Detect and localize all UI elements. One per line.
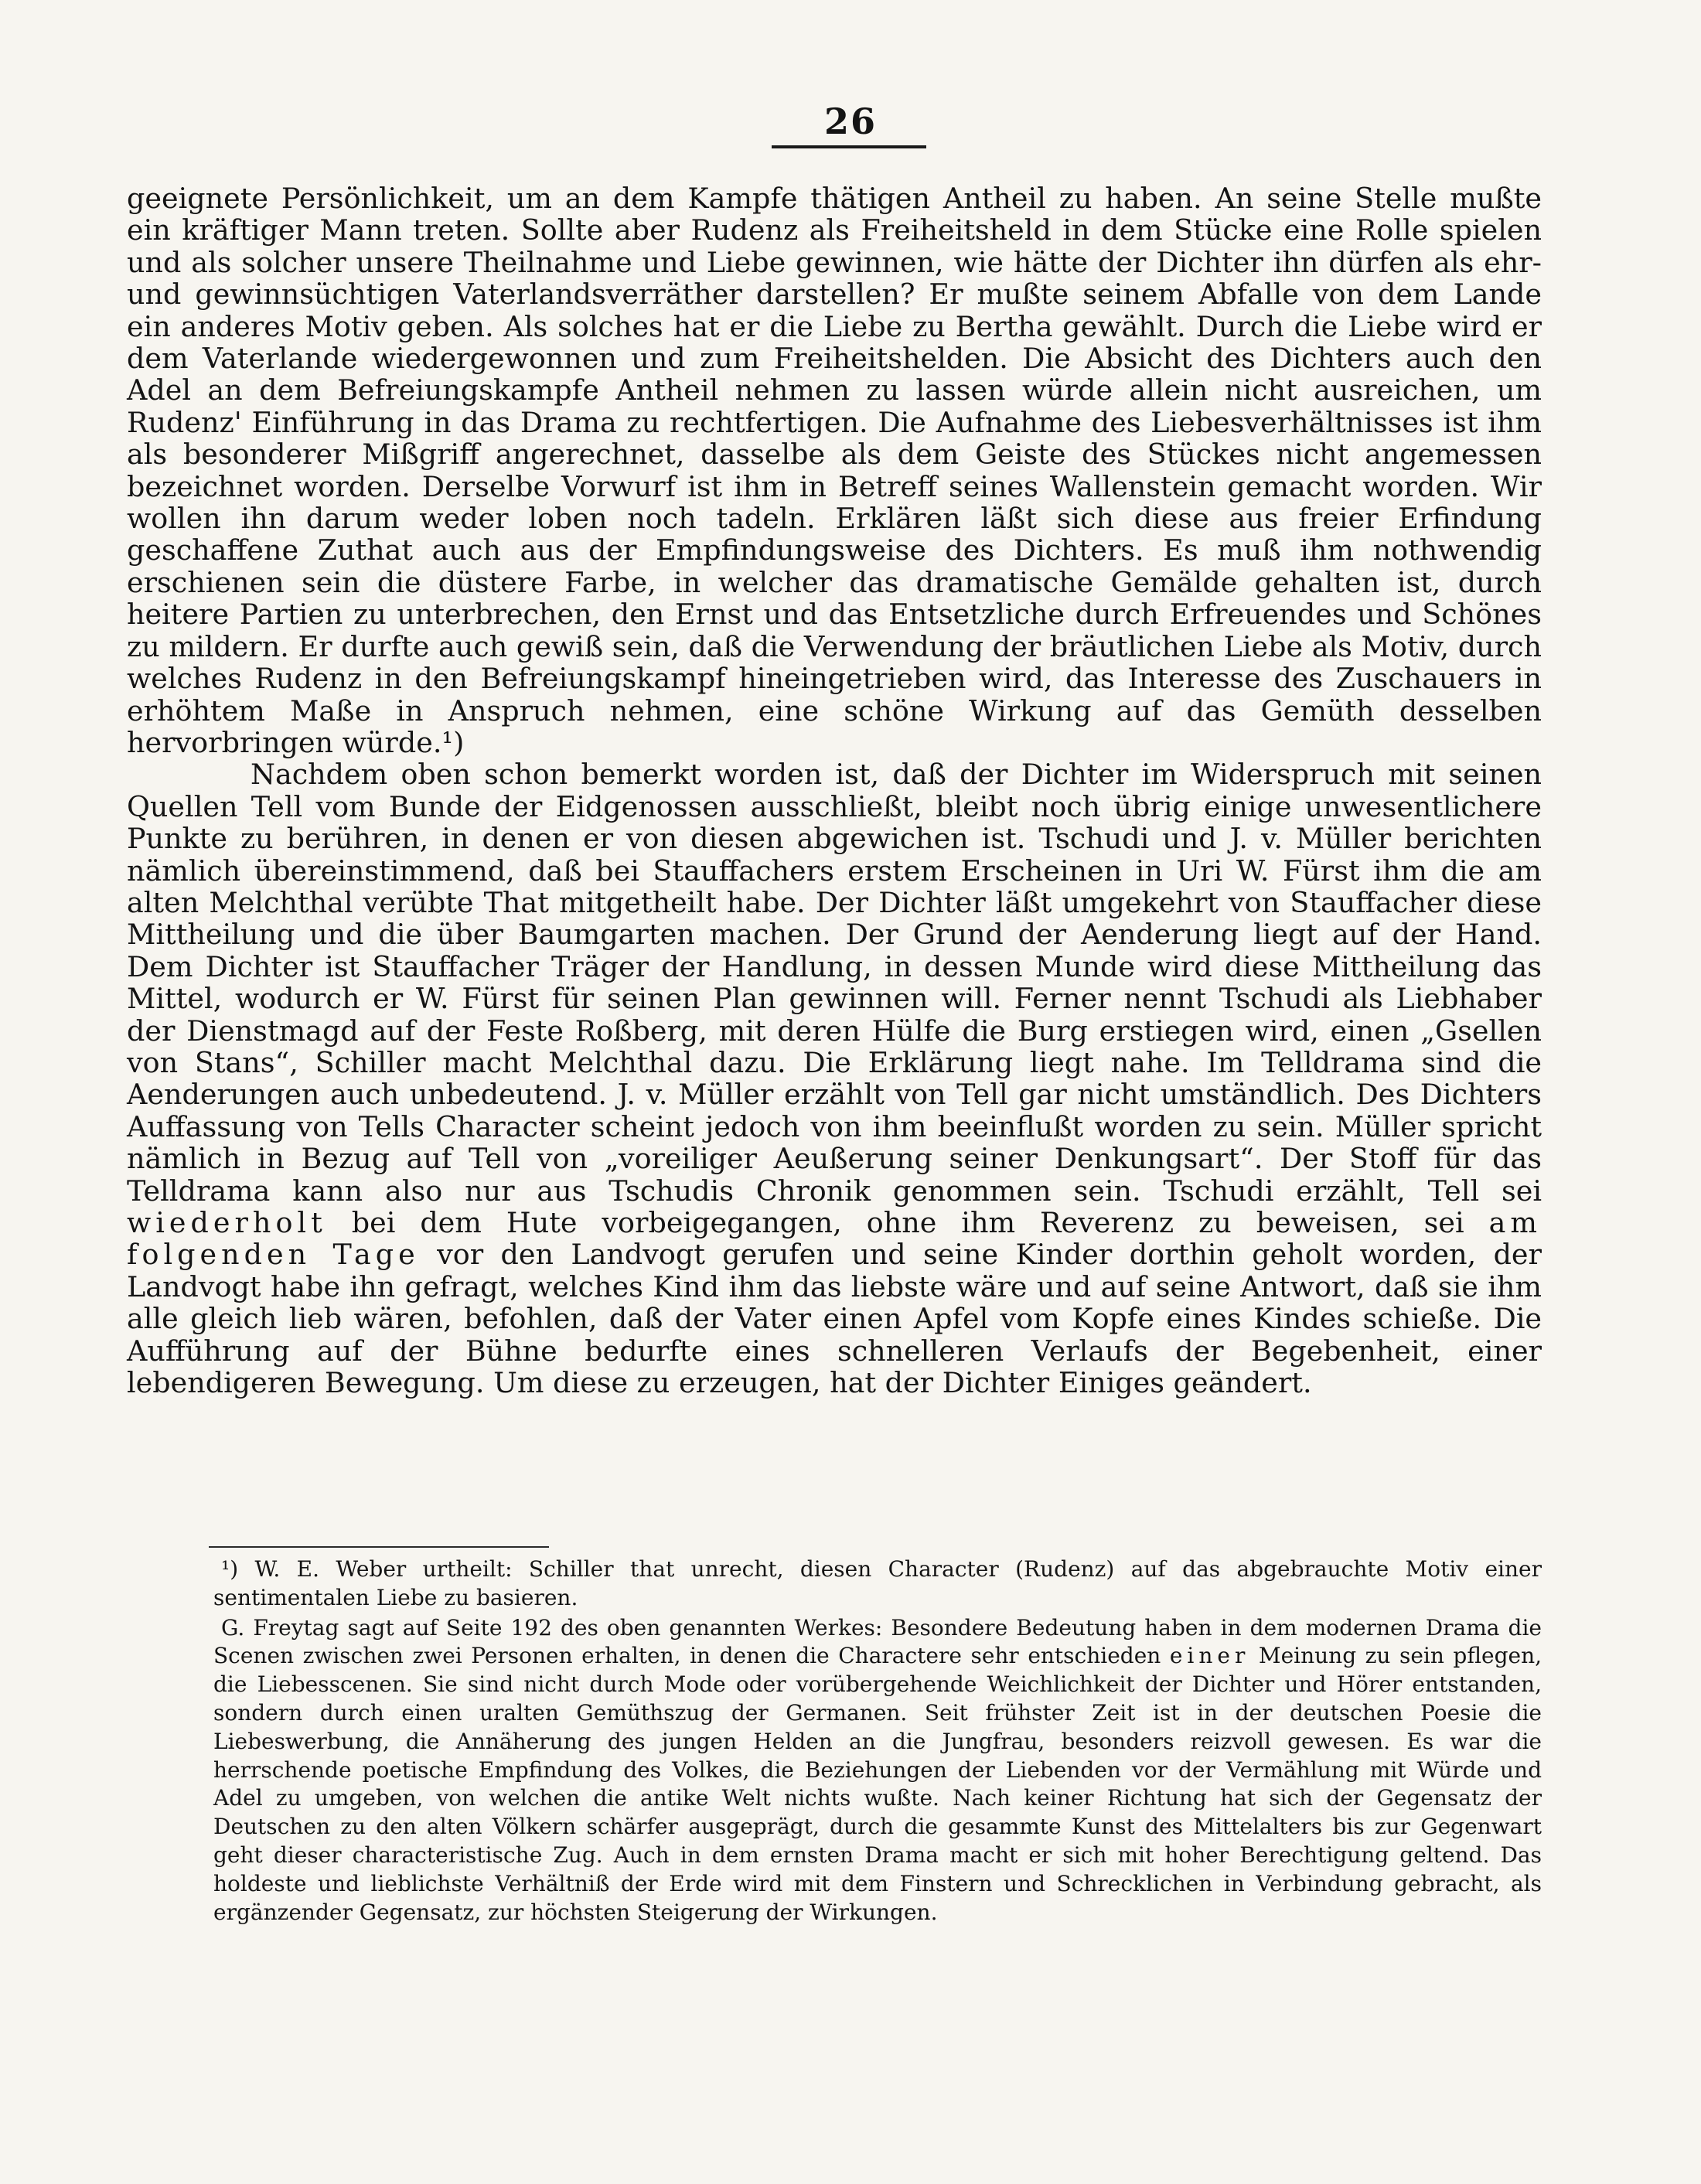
footnote-2-part-b: Meinung zu sein pflegen, die Liebesscenen. Sie sind nicht durch Mode oder vorübergehende Weichlichkeit der Dichter und Hörer entstanden, sondern durch einen uralten Gemüthszug der Germanen. Seit frühster Zeit ist in der deutschen Poesie die Liebeswerbung, die Annäherung des jungen Helden an die Jungfrau, besonders reizvoll gewesen. Es war die herrschende poetische Empfindung des Volkes, die Beziehungen der Liebenden vor der Vermählung mit Würde und Adel zu umgeben, von welchen die antike Welt nichts wußte. Nach keiner Richtung hat sich der Gegensatz der Deutschen zu den alten Völkern schärfer ausgeprägt, durch die gesammte Kunst des Mittelalters bis zur Gegenwart geht dieser characteristische Zug. Auch in dem ernsten Drama macht er sich mit hoher Berechtigung geltend. Das holdeste und lieblichste Verhältniß der Erde wird mit dem Finstern und Schrecklichen in Verbindung gebracht, als ergänzender Gegensatz, zur höchsten Steigerung der Wirkungen. xyxy=(213,1643,1542,1925)
paragraph-1: geeignete Persönlichkeit, um an dem Kampfe thätigen Antheil zu haben. An seine Stelle mußte ein kräftiger Mann treten. Sollte aber Rudenz als Freiheitsheld in dem Stücke eine Rolle spielen und als solcher unsere Theilnahme und Liebe gewinnen, wie hätte der Dichter ihn dürfen als ehr- und gewinnsüchtigen Vaterlandsverräther darstellen? Er mußte seinem Abfalle von dem Lande ein anderes Motiv geben. Als solches hat er die Liebe zu Bertha gewählt. Durch die Liebe wird er dem Vaterlande wiedergewonnen und zum Freiheitshelden. Die Absicht des Dichters auch den Adel an dem Befreiungskampfe Antheil nehmen zu lassen würde allein nicht ausreichen, um Rudenz' Einführung in das Drama zu rechtfertigen. Die Aufnahme des Liebesverhältnisses ist ihm als besonderer Mißgriff angerechnet, dasselbe als dem Geiste des Stückes nicht angemessen bezeichnet worden. Derselbe Vorwurf ist ihm in Betreff seines Wallenstein gemacht worden. Wir wollen ihn darum weder loben noch tadeln. Erklären läßt sich diese aus freier Erfindung geschaffene Zuthat auch aus der Empfindungsweise des Dichters. Es muß ihm nothwendig erschienen sein die düstere Farbe, in welcher das dramatische Gemälde gehalten ist, durch heitere Partien zu unterbrechen, den Ernst und das Entsetzliche durch Erfreuendes und Schönes zu mildern. Er durfte auch gewiß sein, daß die Verwendung der bräutlichen Liebe als Motiv, durch welches Rudenz in den Befreiungskampf hineingetrieben wird, das Interesse des Zuschauers in erhöhtem Maße in Anspruch nehmen, eine schöne Wirkung auf das Gemüth desselben hervorbringen würde.¹) xyxy=(127,182,1542,759)
emphasis-spaced-2: am folgenden Tage xyxy=(127,1206,1542,1272)
main-text xyxy=(127,182,1542,1399)
footnotes xyxy=(213,1555,1542,1927)
paragraph-2-part-a: Nachdem oben schon bemerkt worden ist, daß der Dichter im Widerspruch mit seinen Quellen Tell vom Bunde der Eidgenossen ausschließt, bleibt noch übrig einige unwesentlichere Punkte zu berühren, in denen er von diesen abgewichen ist. Tschudi und J. v. Müller berichten nämlich übereinstimmend, daß bei Stauffachers erstem Erscheinen in Uri W. Fürst ihm die am alten Melchthal verübte That mitgetheilt habe. Der Dichter läßt umgekehrt von Stauffacher diese Mittheilung und die über Baumgarten machen. Der Grund der Aenderung liegt auf der Hand. Dem Dichter ist Stauffacher Träger der Handlung, in dessen Munde wird diese Mittheilung das Mittel, wodurch er W. Fürst für seinen Plan gewinnen will. Ferner nennt Tschudi als Liebhaber der Dienstmagd auf der Feste Roßberg, mit deren Hülfe die Burg erstiegen wird, einen „Gsellen von Stans“, Schiller macht Melchthal dazu. Die Erklärung liegt nahe. Im Telldrama sind die Aenderungen auch unbedeutend. J. v. Müller erzählt von Tell gar nicht umständlich. Des Dichters Auffassung von Tells Character scheint jedoch von ihm beeinflußt worden zu sein. Müller spricht nämlich in Bezug auf Tell von „voreiliger Aeußerung seiner Denkungsart“. Der Stoff für das Telldrama kann also nur aus Tschudis Chronik genommen sein. Tschudi erzählt, Tell sei xyxy=(127,758,1542,1208)
paragraph-2 xyxy=(127,758,1542,1399)
footnote-1: ¹) W. E. Weber urtheilt: Schiller that unrecht, diesen Character (Rudenz) auf das abgebrauchte Motiv einer sentimentalen Liebe zu basieren. xyxy=(213,1556,1542,1610)
paragraph-2-part-b: bei dem Hute vorbeigegangen, ohne ihm Reverenz zu beweisen, sei xyxy=(351,1206,1464,1239)
paragraph-2-part-c: vor den Landvogt gerufen und seine Kinder dorthin geholt worden, der Landvogt habe ihn gefragt, welches Kind ihm das liebste wäre und auf seine Antwort, daß sie ihm alle gleich lieb wären, befohlen, daß der Vater einen Apfel vom Kopfe eines Kindes schieße. Die Aufführung auf der Bühne bedurfte eines schnelleren Verlaufs der Begebenheit, einer lebendigeren Bewegung. Um diese zu erzeugen, hat der Dichter Einiges geändert. xyxy=(127,1238,1542,1400)
page-number: 26 xyxy=(823,101,877,142)
page-number-rule xyxy=(772,145,926,148)
footnote-2-part-a: G. Freytag sagt auf Seite 192 des oben genannten Werkes: Besondere Bedeutung haben in dem modernen Drama die Scenen zwischen zwei Personen erhalten, in denen die Charactere sehr entschieden xyxy=(213,1614,1542,1669)
footnote-2-emphasis: einer xyxy=(1169,1643,1250,1669)
emphasis-spaced-1: wiederholt xyxy=(127,1206,327,1239)
footnote-divider xyxy=(209,1546,549,1548)
footnote-2 xyxy=(213,1614,1542,1927)
